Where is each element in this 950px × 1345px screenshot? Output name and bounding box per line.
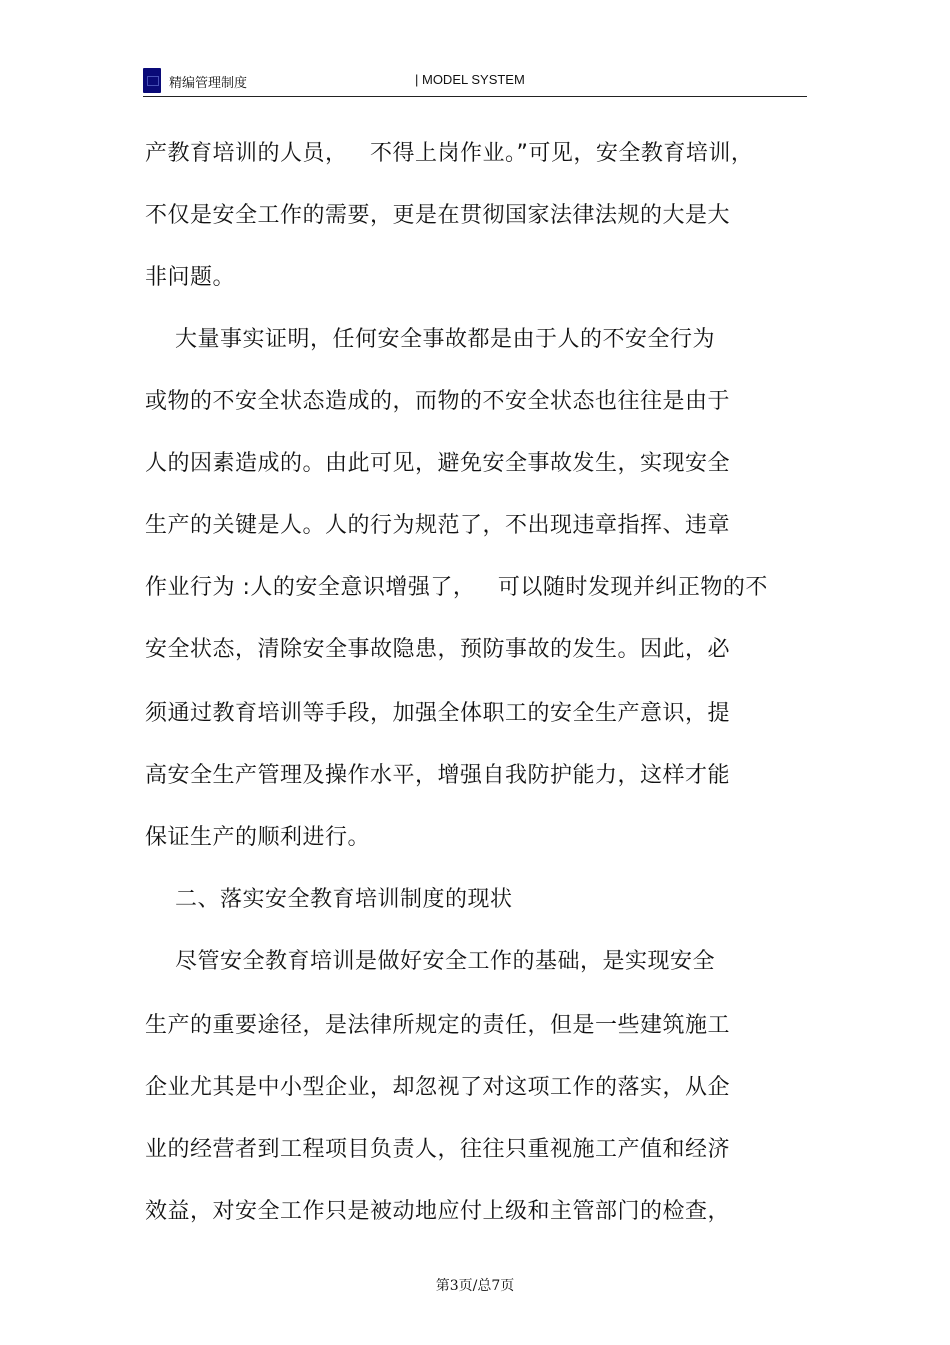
header-title: 精编管理制度 xyxy=(169,76,248,91)
page-number: 第3页/总7页 xyxy=(435,1278,515,1294)
page-header xyxy=(143,66,807,97)
text-line: 业的经营者到工程项目负责人，往往只重视施工产值和经济 xyxy=(145,1137,731,1162)
section-heading: 二、落实安全教育培训制度的现状 xyxy=(145,887,513,912)
header-subtitle: | MODEL SYSTEM xyxy=(415,72,525,87)
text-line: 保证生产的顺利进行。 xyxy=(145,825,371,850)
text-line: 或物的不安全状态造成的，而物的不安全状态也往往是由于 xyxy=(145,389,731,414)
text-line: 效益，对安全工作只是被动地应付上级和主管部门的检查， xyxy=(145,1199,731,1224)
text-line: 高安全生产管理及操作水平，增强自我防护能力，这样才能 xyxy=(145,763,731,788)
text-line: 非问题。 xyxy=(145,265,236,290)
logo-icon xyxy=(143,68,161,93)
text-line: 尽管安全教育培训是做好安全工作的基础，是实现安全 xyxy=(145,949,715,974)
text-line: 大量事实证明，任何安全事故都是由于人的不安全行为 xyxy=(145,327,715,352)
text-line: 不仅是安全工作的需要，更是在贯彻国家法律法规的大是大 xyxy=(145,203,731,228)
text-line: 产教育培训的人员， 不得上岗作业。”可见，安全教育培训， xyxy=(145,141,754,166)
text-line: 作业行为 :人的安全意识增强了， 可以随时发现并纠正物的不 xyxy=(145,575,768,600)
text-line: 须通过教育培训等手段，加强全体职工的安全生产意识，提 xyxy=(145,701,731,726)
text-line: 生产的关键是人。人的行为规范了，不出现违章指挥、违章 xyxy=(145,513,731,538)
text-line: 企业尤其是中小型企业，却忽视了对这项工作的落实，从企 xyxy=(145,1075,731,1100)
text-line: 人的因素造成的。由此可见，避免安全事故发生，实现安全 xyxy=(145,451,731,476)
text-line: 安全状态，清除安全事故隐患，预防事故的发生。因此，必 xyxy=(145,637,731,662)
text-line: 生产的重要途径，是法律所规定的责任，但是一些建筑施工 xyxy=(145,1013,731,1038)
